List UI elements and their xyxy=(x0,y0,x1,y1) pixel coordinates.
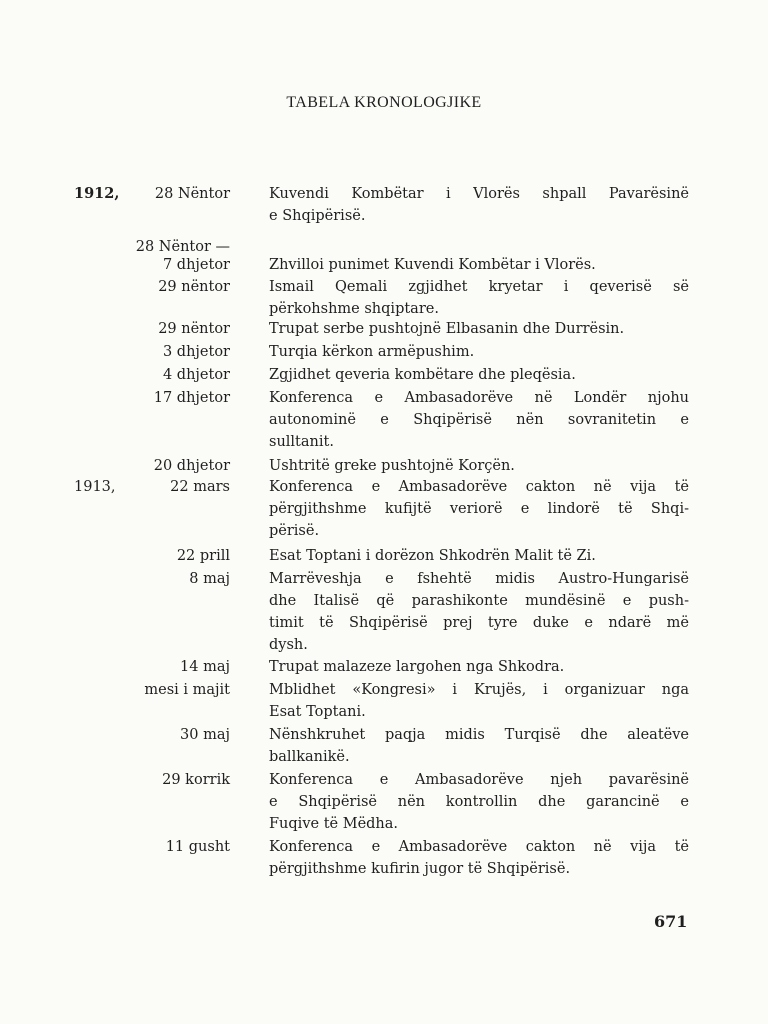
description-line: përgjithshme kufirin jugor të Shqipërisë. xyxy=(269,861,571,877)
entry-description xyxy=(269,276,689,320)
entry-description xyxy=(269,836,689,880)
entry-description xyxy=(269,568,689,656)
description-line: Trupat malazeze largohen nga Shkodra. xyxy=(269,659,565,675)
description-line: Esat Toptani. xyxy=(269,704,366,720)
description-line: Fuqive të Mëdha. xyxy=(269,816,399,832)
description-line: Zhvilloi punimet Kuvendi Kombëtar i Vlorës. xyxy=(269,257,596,273)
entry-date: 22 mars xyxy=(170,479,230,495)
entry-description xyxy=(269,545,689,567)
entry-description xyxy=(269,724,689,768)
entry-date: 20 dhjetor xyxy=(153,458,230,474)
description-line: dysh. xyxy=(269,637,308,653)
entry-description xyxy=(269,318,689,340)
entry-date: 7 dhjetor xyxy=(162,257,230,273)
entry-date: 30 maj xyxy=(180,727,230,743)
description-line: autonominë e Shqipërisë nën sovranitetin e xyxy=(269,412,689,428)
page-title: TABELA KRONOLOGJIKE xyxy=(286,94,482,111)
entry-description xyxy=(269,769,689,835)
description-line: Konferenca e Ambasadorëve cakton në vija të xyxy=(269,839,689,855)
description-line: përgjithshme kufijtë veriorë e lindorë të Shqi- xyxy=(269,501,689,517)
entry-description xyxy=(269,476,689,542)
description-line: Kuvendi Kombëtar i Vlorës shpall Pavarësinë xyxy=(269,186,689,202)
entry-date: 28 Nëntor — xyxy=(135,239,230,255)
description-line: Turqia kërkon armëpushim. xyxy=(269,344,475,360)
entry-date: 3 dhjetor xyxy=(162,344,230,360)
entry-description xyxy=(269,656,689,678)
description-line: dhe Italisë që parashikonte mundësinë e push- xyxy=(269,593,689,609)
description-line: Konferenca e Ambasadorëve njeh pavarësinë xyxy=(269,772,689,788)
description-line: Esat Toptani i dorëzon Shkodrën Malit të Zi. xyxy=(269,548,596,564)
entry-date: 14 maj xyxy=(180,659,230,675)
description-line: e Shqipërisë. xyxy=(269,208,366,224)
entry-description xyxy=(269,387,689,453)
entry-date: 29 korrik xyxy=(162,772,230,788)
description-line: Nënshkruhet paqja midis Turqisë dhe aleatëve xyxy=(269,727,689,743)
description-line: Mblidhet «Kongresi» i Krujës, i organizuar nga xyxy=(269,682,689,698)
description-line: përkohshme shqiptare. xyxy=(269,301,439,317)
description-line: Marrëveshja e fshehtë midis Austro-Hungarisë xyxy=(269,571,689,587)
entry-date: 29 nëntor xyxy=(158,279,230,295)
description-line: Zgjidhet qeveria kombëtare dhe pleqësia. xyxy=(269,367,576,383)
description-line: Konferenca e Ambasadorëve cakton në vija të xyxy=(269,479,689,495)
description-line: sulltanit. xyxy=(269,434,334,450)
description-line: përisë. xyxy=(269,523,320,539)
entry-date: 8 maj xyxy=(189,571,230,587)
entry-description xyxy=(269,341,689,363)
entry-date: 28 Nëntor xyxy=(154,186,230,202)
description-line: timit të Shqipërisë prej tyre duke e ndarë më xyxy=(269,615,689,631)
entry-description xyxy=(269,183,689,227)
entry-date: 29 nëntor xyxy=(158,321,230,337)
description-line: Ushtritë greke pushtojnë Korçën. xyxy=(269,458,515,474)
page-number: 671 xyxy=(654,912,688,931)
entry-date: 11 gusht xyxy=(165,839,230,855)
description-line: Trupat serbe pushtojnë Elbasanin dhe Durrësin. xyxy=(269,321,625,337)
entry-date: mesi i majit xyxy=(144,682,230,698)
description-line: ballkanikë. xyxy=(269,749,350,765)
description-line: Konferenca e Ambasadorëve në Londër njohu xyxy=(269,390,689,406)
description-line: e Shqipërisë nën kontrollin dhe garancinë e xyxy=(269,794,689,810)
entry-date: 22 prill xyxy=(176,548,230,564)
entry-year: 1912, xyxy=(74,185,120,202)
entry-description xyxy=(269,364,689,386)
entry-description xyxy=(269,455,689,477)
entry-description xyxy=(269,254,689,276)
entry-year: 1913, xyxy=(74,479,116,495)
entry-date: 17 dhjetor xyxy=(153,390,230,406)
description-line: Ismail Qemali zgjidhet kryetar i qeverisë së xyxy=(269,279,689,295)
entry-date: 4 dhjetor xyxy=(162,367,230,383)
entry-description xyxy=(269,679,689,723)
